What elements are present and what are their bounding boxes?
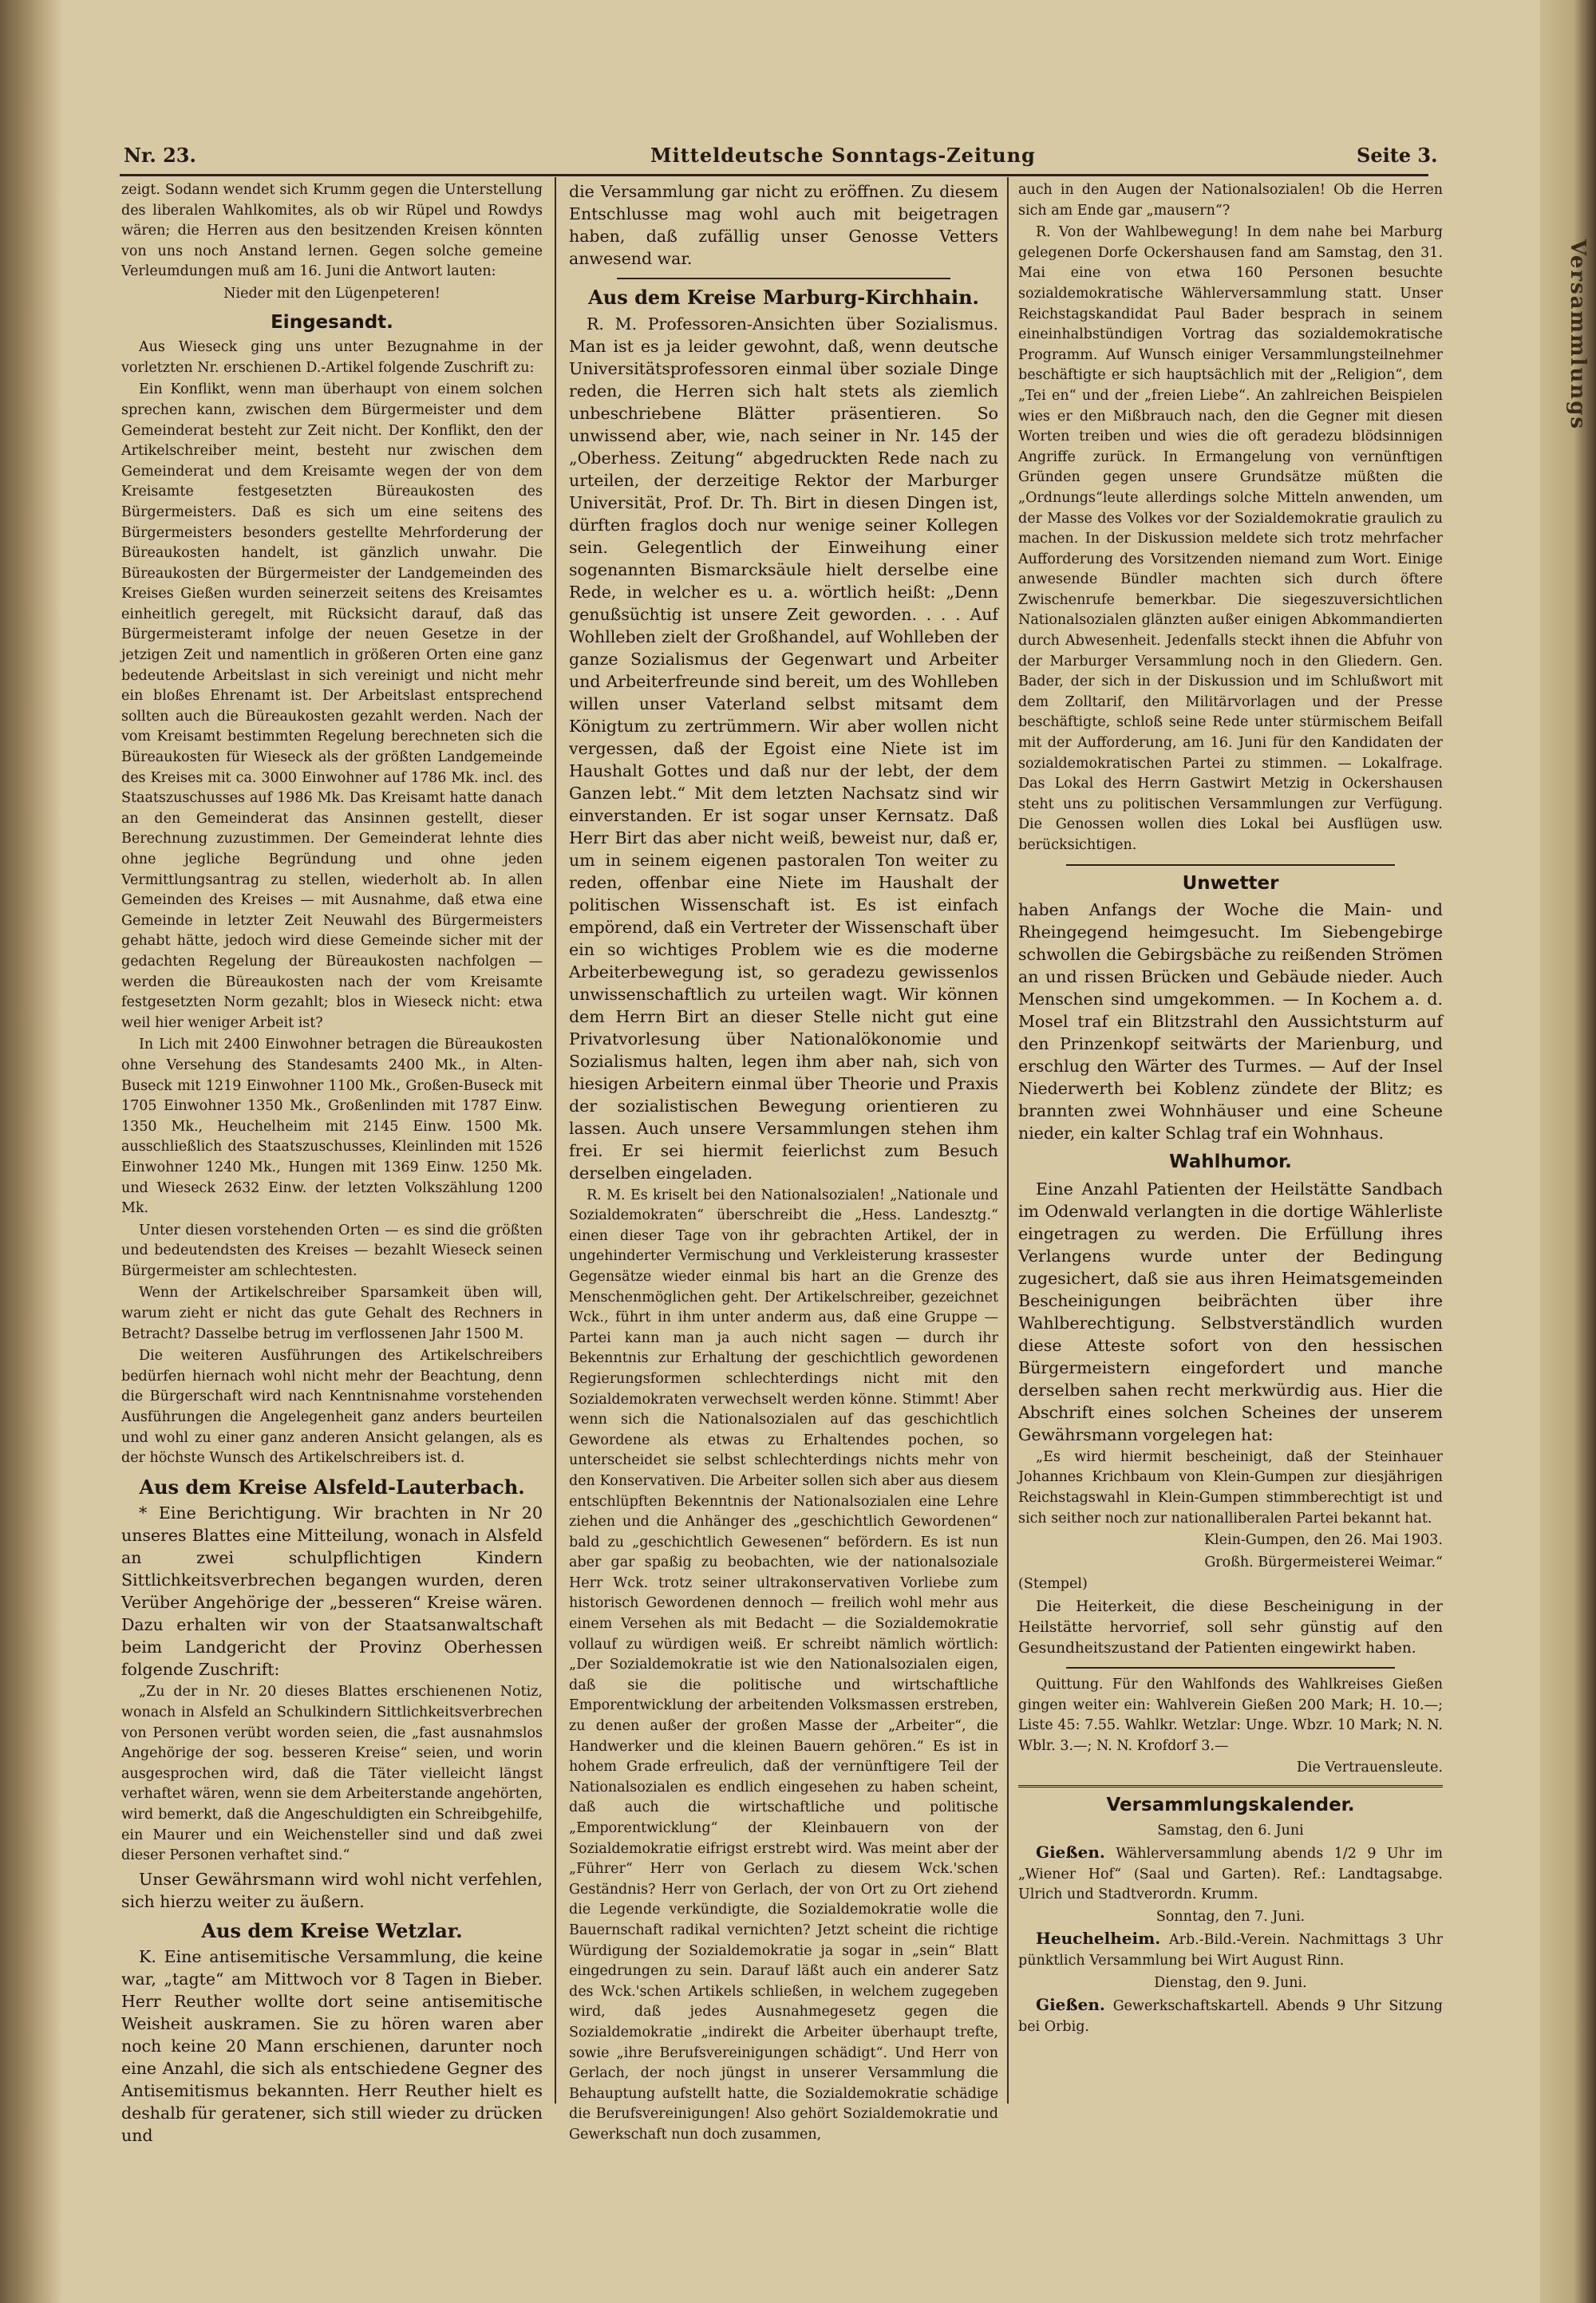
certificate-signature: Großh. Bürgermeisterei Weimar.“ <box>1204 1554 1443 1570</box>
calendar-day: Sonntag, den 7. Juni. <box>1156 1908 1306 1925</box>
quoted-paragraph: „Zu der in Nr. 20 dieses Blattes erschienenen Notiz, wonach in Alsfeld an Schulkindern Sittlichkeitsverbrechen von Personen verübt worden seien, die „fast ausnahmslos Angehörige der sog. besseren Kreise“ seien, und worin ausgesprochen wird, daß die Täter vielleicht längst verhaftet wären, wenn sie dem Arbeiterstande angehörten, wird bemerkt, daß die Angeschuldigten ein Schreibgehilfe, ein Maurer und ein Weichensteller sind und daß zwei dieser Personen verhaftet sind.“ <box>121 1684 543 1864</box>
paragraph: Unter diesen vorstehenden Orten — es sind die größten und bedeutendsten des Kreises — bezahlt Wieseck seinen Bürgermeister am schlechtesten. <box>121 1222 543 1279</box>
heading-eingesandt: Eingesandt. <box>271 311 393 333</box>
heading-alsfeld: Aus dem Kreise Alsfeld-Lauterbach. <box>139 1475 525 1499</box>
paragraph: haben Anfangs der Woche die Main- und Rheingegend heimgesucht. Im Siebengebirge schwollen die Gebirgsbäche zu reißenden Strömen an und rissen Brücken und Gebäude nieder. Auch Menschen sind umgekommen. — In Kochem a. d. Mosel traf ein Blitzstrahl den Aussichtsturm auf den Prinzenkopf seitwärts der Marienburg, und erschlug den Wärter des Turmes. — Auf der Insel Niederwerth bei Koblenz zündete der Blitz; es brannten zwei Wohnhäuser und eine Scheune nieder, ein kalter Schlag traf ein Wohnhaus. <box>1018 900 1443 1144</box>
column-rule <box>555 177 556 2104</box>
certificate-date: Klein-Gumpen, den 26. Mai 1903. <box>1203 1532 1443 1549</box>
verse-line: Nieder mit den Lügenpeteren! <box>223 285 440 302</box>
paragraph: auch in den Augen der Nationalsozialen! Ob die Herren sich am Ende gar „mausern“? <box>1018 182 1443 219</box>
calendar-day: Dienstag, den 9. Juni. <box>1154 1974 1307 1991</box>
header-rule <box>120 174 1428 176</box>
paragraph: Eine Anzahl Patienten der Heilstätte Sandbach im Odenwald verlangten in die dortige Wählerliste eingetragen zu werden. Die Erfüllung ihres Verlangens wurde unter der Bedingung zugesichert, daß sie aus ihren Heimatsgemeinden Bescheinigungen beibrächten über ihre Wahlberechtigung. Selbstverständlich wurden diese Atteste sofort von den hessischen Bürgermeistern eingefordert und manche derselben sahen recht merkwürdig aus. Hier die Abschrift eines solchen Scheines der unserem Gewährsmann vorgelegen hat: <box>1018 1179 1443 1444</box>
section-rule <box>1066 1667 1395 1669</box>
paragraph: In Lich mit 2400 Einwohner betragen die Büreaukosten ohne Versehung des Standesamts 2400 Mk., in Alten-Buseck mit 1219 Einwohner 1100 Mk., Großen-Buseck mit 1705 Einwohner 1350 Mk., Großenlinden mit 1787 Einw. 1350 Mk., Heuchelheim mit 2145 Einw. 1500 Mk. ausschließlich des Staatszuschusses, Kleinlinden mit 1526 Einwohner 1240 Mk., Hungen mit 1369 Einw. 1250 Mk. und Wieseck 2632 Einw. der letzten Volkszählung 1200 Mk. <box>121 1037 543 1217</box>
calendar-text: Wählerversammlung abends 1/2 9 Uhr im „Wiener Hof“ (Saal und Garten). Ref.: Landtagsabge. Ulrich und Stadtverordn. Krumm. <box>1018 1846 1443 1903</box>
paragraph: * Eine Berichtigung. Wir brachten in Nr 20 unseres Blattes eine Mitteilung, wonach in Alsfeld an zwei schulpflichtigen Kindern Sittlichkeitsverbrechen begangen wurden, deren Verüber Angehörige der „besseren“ Kreise wären. Dazu erhalten wir von der Staatsanwaltschaft beim Landgericht der Provinz Oberhessen folgende Zuschrift: <box>121 1503 543 1680</box>
paragraph: Aus Wieseck ging uns unter Bezugnahme in der vorletzten Nr. erschienen D.-Artikel folgende Zuschrift zu: <box>121 339 543 376</box>
page-number: Seite 3. <box>1357 144 1438 167</box>
stamp-note: (Stempel) <box>1018 1576 1088 1593</box>
paragraph: die Versammlung gar nicht zu eröffnen. Zu diesem Entschlusse mag wohl auch mit beigetragen haben, daß zufällig unser Genosse Vetters anwesend war. <box>569 182 998 268</box>
paragraph: zeigt. Sodann wendet sich Krumm gegen die Unterstellung des liberalen Wahlkomites, als ob wir Rüpel und Rowdys wären; die Herren aus den besitzenden Kreisen könnten von uns noch Anstand lernen. Gegen solche gemeine Verleumdungen muß am 16. Juni die Antwort lauten: <box>121 182 543 280</box>
column-2 <box>569 180 998 2143</box>
heading-marburg: Aus dem Kreise Marburg-Kirchhain. <box>588 286 979 309</box>
paragraph: R. M. Professoren-Ansichten über Sozialismus. Man ist es ja leider gewohnt, daß, wenn deutsche Universitätsprofessoren einmal über soziale Dinge reden, die Herren sich halt stets als ziemlich unbeschriebene Blätter präsentieren. So unwissend aber, wie, nach seiner in Nr. 145 der „Oberhess. Zeitung“ abgedruckten Rede nach zu urteilen, der derzeitige Rektor der Marburger Universität, Prof. Dr. Th. Birt in diesen Dingen ist, dürften fraglos doch nur wenige seiner Kollegen sein. Gelegentlich der Einweihung einer sogenannten Bismarcksäule hielt derselbe eine Rede, in welcher es u. a. wörtlich heißt: „Denn genußsüchtig ist unsere Zeit geworden. . . . Auf Wohlleben zielt der Großhandel, auf Wohlleben der ganze Sozialismus der Gegenwart und Arbeiter und Arbeiterfreunde sind bereit, um des Wohlleben willen unser Vaterland selbst mitsamt dem Königtum zu zertrümmern. Wir aber wollen nicht vergessen, daß der Egoist eine Niete ist im Haushalt Gottes und daß nur der lebt, der dem Ganzen lebt.“ Mit dem letzten Nachsatz sind wir einverstanden. Er ist sogar unser Kernsatz. Daß Herr Birt das aber nicht weiß, beweist nur, daß er, um in seinem eigenen pastoralen Ton weiter zu reden, offenbar eine Niete im Haushalt der politischen Wissenschaft ist. Es ist einfach empörend, daß ein Vertreter der Wissenschaft über ein so wichtiges Problem wie es die moderne Arbeiterbewegung ist, so geradezu gewissenlos unwissenschaftlich zu urteilen wagt. Wir können dem Herrn Birt an dieser Stelle nicht gut eine Privatvorlesung über Nationalökonomie und Sozialismus halten, legen ihm aber nah, sich von hiesigen Arbeitern einmal über Theorie und Praxis der sozialistischen Bewegung orientieren zu lassen. Auch unsere Versammlungen stehen ihm frei. Er sei hiermit feierlichst zum Besuch derselben eingeladen. <box>569 314 998 1183</box>
calendar-day: Samstag, den 6. Juni <box>1157 1822 1304 1839</box>
adjacent-page-strip: Versammlungs <box>1566 239 1590 431</box>
calendar-text: Arb.-Bild.-Verein. Nachmittags 3 Uhr pünktlich Versammlung bei Wirt August Rinn. <box>1018 1932 1443 1969</box>
book-binding <box>0 0 62 2303</box>
paragraph: K. Eine antisemitische Versammlung, die keine war, „tagte“ am Mittwoch vor 8 Tagen in Bieber. Herr Reuther wollte dort seine antisemitische Weisheit auskramen. Sie zu hören waren aber noch keine 20 Mann erschienen, darunter noch eine Anzahl, die sich als entschiedene Gegner des Antisemitismus bekannten. Herr Reuther hielt es deshalb für geratener, sich still wieder zu drücken und <box>121 1947 543 2146</box>
quoted-certificate: „Es wird hiermit bescheinigt, daß der Steinhauer Johannes Krichbaum von Klein-Gumpen zur diesjährigen Reichstagswahl in Klein-Gumpen stimmberechtigt ist und sich seither noch zur nationalliberalen Partei bekannt hat. <box>1018 1448 1443 1527</box>
calendar-place: Heuchelheim. <box>1036 1929 1161 1949</box>
calendar-place: Gießen. <box>1036 1995 1105 2015</box>
calendar-entry <box>1018 1995 1443 2037</box>
receipt-signature: Die Vertrauensleute. <box>1296 1760 1443 1776</box>
paragraph: Die weiteren Ausführungen des Artikelschreibers bedürfen hiernach wohl nicht mehr der Beachtung, denn die Bürgerschaft wird nach Kenntnisnahme vorstehenden Ausführungen die Angelegenheit ganz anders beurteilen und wohl zu einer ganz anderen Ansicht gelangen, als es der höchste Wunsch des Artikelschreibers ist. d. <box>121 1348 543 1467</box>
heading-wetzlar: Aus dem Kreise Wetzlar. <box>201 1918 463 1942</box>
paper-title: Mitteldeutsche Sonntags-Zeitung <box>650 144 1036 167</box>
section-rule <box>617 278 950 279</box>
column-3 <box>1018 180 1443 2111</box>
paragraph: R. M. Es kriselt bei den Nationalsozialen! „Nationale und Sozialdemokraten“ überschreibt die „Hess. Landesztg.“ einen dieser Tage von ihr gebrachten Artikel, der in ungehinderter Vermischung und Verkleisterung krassester Gegensätze wieder einmal bis hart an die Grenze des Menschenmöglichen geht. Der Artikelschreiber, gezeichnet Wck., führt in ihm unter anderm aus, daß eine Gruppe — Partei kann man ja auch nicht sagen — durch ihr Bekenntnis zur Erhaltung der geschichtlich gewordenen Regierungsformen schlechterdings nicht mit den Sozialdemokraten verwechselt werden könne. Stimmt! Aber wenn sich die Nationalsozialen auf das geschichtlich Gewordene als etwas zu Erhaltendes pochen, so unterscheidet sie selbst schlechterdings nichts mehr von den Konservativen. Die Arbeiter sollen sich aber aus diesem entschlüpften Bekenntnis der Nationalsozialen eine Lehre ziehen und die Anhänger des „geschichtlich Gewordenen“ bald zu „geschichtlich Gewesenen“ befördern. Es ist nun aber gar spaßig zu beobachten, wie der nationalsoziale Herr Wck. trotz seiner ultrakonservativen Vorliebe zum historisch Gewordenen dennoch — freilich wohl mehr aus einem Versehen als mit Bedacht — die Sozialdemokratie vollauf zu würdigen weiß. Er schreibt nämlich wörtlich: „Der Sozialdemokratie ist wie den Nationalsozialen eigen, daß sie die politische und wirtschaftliche Emporentwicklung der arbeitenden Volksmassen erstreben, zu denen außer der großen Masse der „Arbeiter“, die Handwerker und die kleinen Bauern gehören.“ Es ist in hohem Grade erfreulich, daß der vernünftigere Teil der Nationalsozialen es endlich eingesehen zu haben scheint, daß auch die wirtschaftliche und politische „Emporentwicklung“ der Kleinbauern von der Sozialdemokratie eifrigst erstrebt wird. Was meint aber der „Führer“ Herr von Gerlach zu diesem Wck.'schen Geständnis? Herr von Gerlach, der von Ort zu Ort ziehend die Legende verkündigte, die Sozialdemokratie wolle die Bauernschaft radikal vernichten? Jetzt scheint die richtige Würdigung der Sozialdemokratie ja sogar in „sein“ Blatt eingedrungen zu sein. Darauf läßt auch ein anderer Satz des Wck.'schen Artikels schließen, in welchem zugegeben wird, daß jedes Ausnahmegesetz gegen die Sozialdemokratie „indirekt die Arbeiter überhaupt trefte, sowie „ihre Berufsvereinigungen schädigt“. Und Herr von Gerlach, der noch jüngst in unserer Versammlung die Behauptung aufstellt hatte, die Sozialdemokratie schädige die Berufsvereinigungen! Also gehört Sozialdemokratie und Gewerkschaft nun doch zusammen, <box>569 1187 998 2143</box>
paragraph: Wenn der Artikelschreiber Sparsamkeit üben will, warum zieht er nicht das gute Gehalt des Rechners in Betracht? Dasselbe betrug im verflossenen Jahr 1500 M. <box>121 1285 543 1342</box>
paragraph: Die Heiterkeit, die diese Bescheinigung in der Heilstätte hervorrief, soll sehr günstig auf den Gesundheitszustand der Patienten eingewirkt haben. <box>1018 1598 1443 1657</box>
paragraph: R. Von der Wahlbewegung! In dem nahe bei Marburg gelegenen Dorfe Ockershausen fand am Samstag, den 31. Mai eine von etwa 160 Personen besuchte sozialdemokratische Wählerversammlung statt. Unser Reichstagskandidat Paul Bader besprach in seinem eineinhalbstündigen Vortrag das sozialdemokratische Programm. Auf Wunsch einiger Versammlungsteilnehmer beschäftigte er sich hauptsächlich mit der „Religion“, dem „Tei en“ und der „freien Liebe“. An zahlreichen Beispielen wies er den Mißbrauch nach, den die Gegner mit diesen Worten treiben und wies die oft geradezu blödsinnigen Angriffe zurück. In Ermangelung von vernünftigen Gründen gegen unsere Grundsätze müßten die „Ordnungs“leute allerdings solche Mitteln anwenden, um der Masse des Volkes vor der Sozialdemokratie graulich zu machen. In der Diskussion meldete sich trotz mehrfacher Aufforderung des Vorsitzenden niemand zum Wort. Einige anwesende Bündler machten sich durch öftere Zwischenrufe bemerkbar. Die siegeszuversichtlichen Nationalsozialen glänzten außer einigen Abkommandierten durch Abwesenheit. Jedenfalls steckt ihnen die Abfuhr von der Marburger Versammlung noch in den Gliedern. Gen. Bader, der sich in der Diskussion und im Schlußwort mit dem Zolltarif, den Militärvorlagen und der Presse beschäftigte, schloß seine Rede unter stürmischem Beifall mit der Aufforderung, am 16. Juni für den Kandidaten der sozialdemokratischen Partei zu stimmen. — Lokalfrage. Das Lokal des Herrn Gastwirt Metzig in Ockershausen steht uns zu politischen Versammlungen zur Verfügung. Die Genossen wollen dies Lokal bei Ausflügen usw. berücksichtigen. <box>1018 224 1443 853</box>
heading-kalender: Versammlungskalender. <box>1106 1794 1355 1815</box>
receipt-paragraph: Quittung. Für den Wahlfonds des Wahlkreises Gießen gingen weiter ein: Wahlverein Gießen 200 Mark; H. 10.—; Liste 45: 7.55. Wahlkr. Wetzlar: Unge. Wbzr. 10 Mark; N. N. Wblr. 3.—; N. N. Krofdorf 3.— <box>1018 1676 1443 1754</box>
heading-unwetter: Unwetter <box>1182 872 1279 894</box>
section-rule <box>1066 864 1395 866</box>
heading-wahlhumor: Wahlhumor. <box>1169 1152 1292 1173</box>
section-rule <box>1018 1785 1443 1787</box>
calendar-place: Gießen. <box>1036 1843 1105 1863</box>
paragraph: Ein Konflikt, wenn man überhaupt von einem solchen sprechen kann, zwischen dem Bürgermeister und dem Gemeinderat besteht zur Zeit nicht. Der Konflikt, den der Artikelschreiber meint, besteht nur zwischen dem Gemeinderat und dem Kreisamte wegen der von dem Kreisamte festgesetzten Büreaukosten des Bürgermeisters. Daß es sich um eine seitens des Bürgermeisters besonders gestellte Mehrforderung der Büreaukosten handelt, ist gänzlich unwahr. Die Büreaukosten der Bürgermeister der Landgemeinden des Kreises Gießen wurden seinerzeit seitens des Kreisamtes einheitlich geregelt, mit Rücksicht darauf, daß das Bürgermeisteramt infolge der neuen Gesetze in der jetzigen Zeit und namentlich in größeren Orten eine ganz bedeutende Arbeitslast in sich vereinigt und nicht mehr ein bloßes Ehrenamt ist. Der Arbeitslast entsprechend sollten auch die Büreaukosten gezahlt werden. Nach der vom Kreisamt bestimmten Regelung berechneten sich die Büreaukosten für Wieseck als der größten Landgemeinde des Kreises mit ca. 3000 Einwohner auf 1786 Mk. incl. des Staatszuschusses auf 1986 Mk. Das Kreisamt hatte danach an den Gemeinderat das Ansinnen gestellt, dieser Berechnung zuzustimmen. Der Gemeinderat lehnte dies ohne jegliche Begründung und ohne jeden Vermittlungsantrag zu stellen, wiederholt ab. In allen Gemeinden des Kreises — mit Ausnahme, daß etwa eine Gemeinde in letzter Zeit Neuwahl des Bürgermeisters gehabt hätte, jedoch wird diese Gemeinde sicher mit der gedachten Regelung der Büreaukosten nachfolgen — werden die Büreaukosten nach der vom Kreisamte festgesetzten Norm gezahlt; blos in Wieseck nicht: etwa weil hier weniger Arbeit ist? <box>121 381 543 1031</box>
column-rule <box>1007 177 1009 2104</box>
calendar-text: Gewerkschaftskartell. Abends 9 Uhr Sitzung bei Orbig. <box>1018 1998 1443 2035</box>
column-1 <box>121 180 543 2146</box>
calendar-entry <box>1018 1843 1443 1906</box>
calendar-entry <box>1018 1929 1443 1971</box>
issue-number: Nr. 23. <box>124 144 196 167</box>
paragraph: Unser Gewährsmann wird wohl nicht verfehlen, sich hierzu weiter zu äußern. <box>121 1869 543 1911</box>
